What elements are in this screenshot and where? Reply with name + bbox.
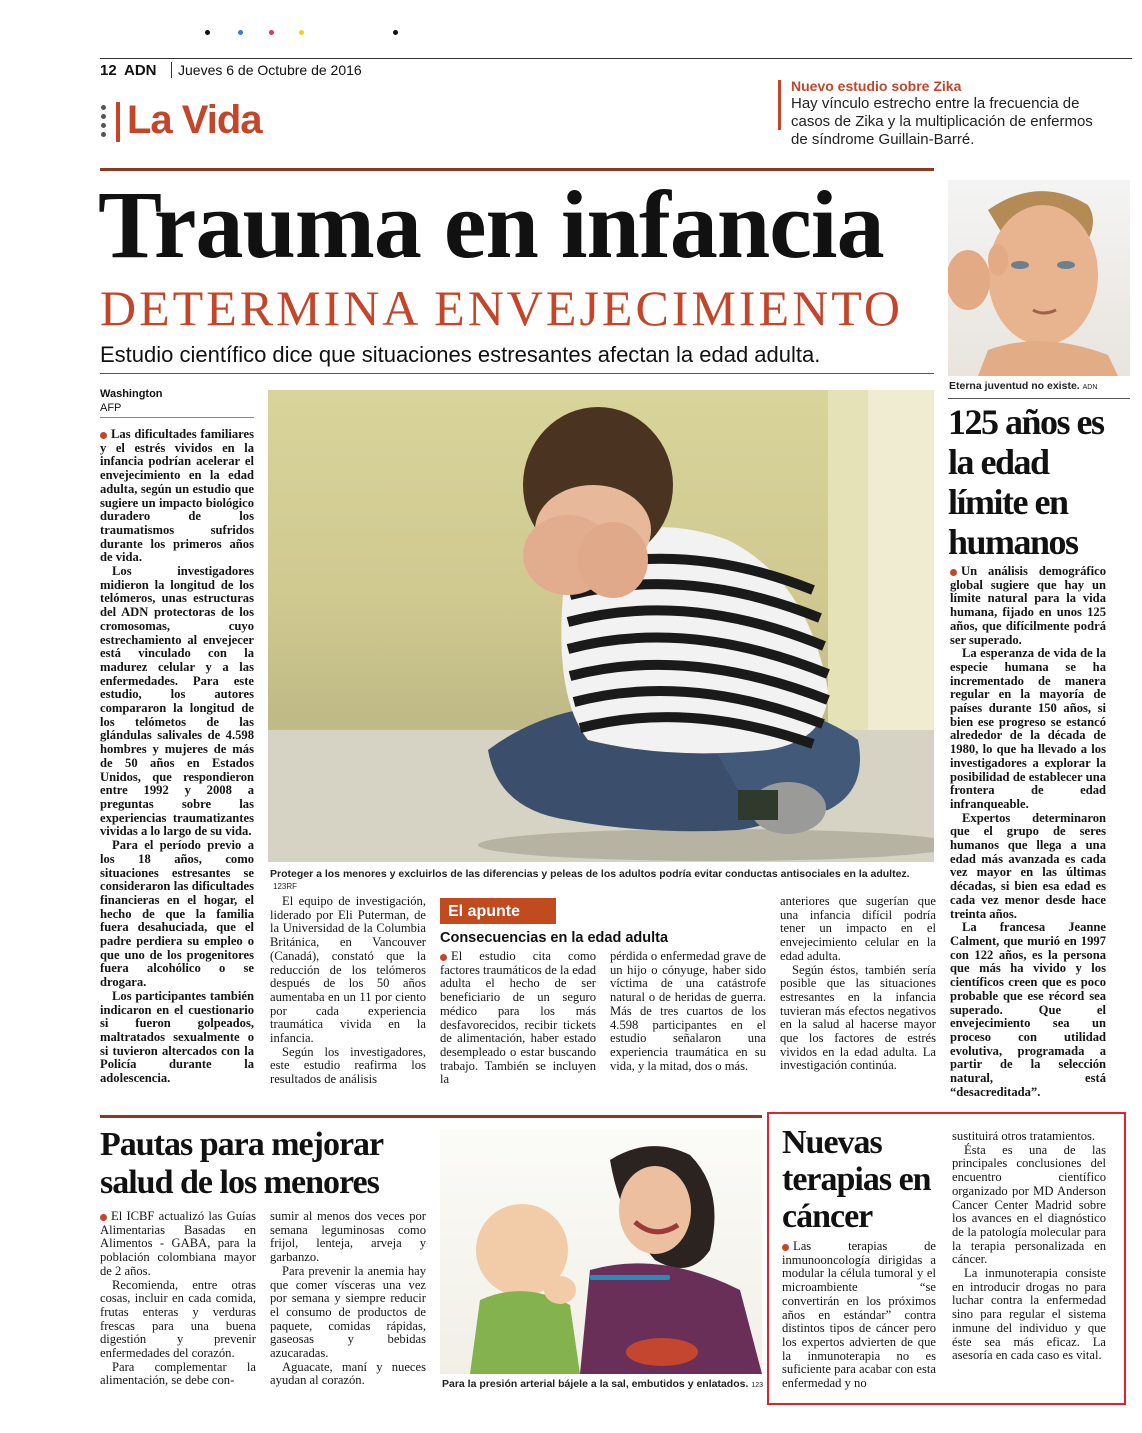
deck-rule <box>100 373 934 374</box>
main-deck: Estudio científico dice que situaciones estresantes afectan la edad adulta. <box>100 342 821 367</box>
main-article-column-2: El equipo de investigación, liderado por Eli Puterman, de la Universidad de la Columbia Británica, en Vancouver (Canadá), constató que la reducción de los telómeros después de los 50 años aumentaba en un 11 por ciento por cada experiencia traumática vivida en la infancia. Según los investigadores, este estudio reafirma los resultados de análisis <box>270 894 426 1087</box>
bullet-dot <box>440 954 447 961</box>
bottom-section-rule <box>100 1115 762 1118</box>
main-photo-caption: Proteger a los menores y excluirlos de las diferencias y peleas de los adultos podría evitar conductas antisociales en la adultez. 123RF <box>270 868 910 891</box>
pautas-column-2: sumir al menos dos veces por semana leguminosas como frijol, lenteja, arveja y garbanzo. Para prevenir la anemia hay que comer vísceras una vez por semana y siempre reducir el consumo de productos de paquete, comidas rápidas, gaseosas y bebidas azucaradas. Aguacate, maní y nueces ayudan al corazón. <box>270 1209 426 1388</box>
sidebar-photo-man-face <box>948 180 1130 376</box>
header-divider <box>171 62 172 78</box>
page-number: 12 <box>100 62 117 79</box>
section-dots <box>101 105 106 137</box>
sidebar-body: Un análisis demográfico global sugiere que hay un límite natural para la vida humana, fijado en unos 125 años, que difícilmente podrá ser superado. La esperanza de vida de la especie humana se ha incrementado de manera regular en la mayoría de países durante 150 años, si bien ese progreso se estancó alrededor de la década de 1980, lo que ha llevado a los investigadores a explorar la posibilidad de establecer una frontera de edad infranqueable. Expertos determinaron que el grupo de seres humanos que llega a una edad más avanzada es cada vez mayor en las últimas décadas, si bien esa edad es cada vez menor desde hace treinta años. La francesa Jeanne Calment, que murió en 1997 con 122 años, es la persona que más ha vivido y los científicos creen que es poco probable que ese récord sea superado. Que el envejecimiento sea un proceso con utilidad evolutiva, programada a partir de la selección natural, está “desacreditada”. <box>950 564 1106 1099</box>
apunte-label: El apunte <box>448 903 521 920</box>
apunte-title: Consecuencias en la edad adulta <box>440 930 669 946</box>
pautas-column-1: El ICBF actualizó las Guías Alimentarias Basadas en Alimentos - GABA, para la población colombiana mayor de 2 años. Recomienda, entre otras cosas, incluir en cada comida, frutas enteras y verduras frescas para una buena digestión y prevenir enfermedades del corazón. Para complementar la alimentación, se debe con- <box>100 1209 256 1388</box>
print-registration-marks <box>205 30 405 36</box>
bullet-dot <box>782 1244 789 1251</box>
bullet-dot <box>950 569 957 576</box>
teaser-kicker: Nuevo estudio sobre Zika <box>791 78 962 94</box>
issue-date: Jueves 6 de Octubre de 2016 <box>178 62 362 78</box>
sidebar-rule <box>948 398 1130 399</box>
teaser-text: Hay vínculo estrecho entre la frecuencia de casos de Zika y la multiplicación de enfermos de síndrome Guillain-Barré. <box>791 95 1093 148</box>
section-bar <box>116 102 120 142</box>
sidebar-headline: 125 años es la edad límite en humanos <box>948 402 1104 562</box>
main-subheadline: DETERMINA ENVEJECIMIENTO <box>100 280 903 336</box>
main-article-column-1: Las dificultades familiares y el estrés vividos en la infancia podrían acelerar el envejecimiento en la edad adulta, según un estudio que sugiere un impacto biológico duradero de los traumatismos sufridos durante los primeros años de vida. Los investigadores midieron la longitud de los telómeros, unas estructuras del ADN protectoras de los cromosomas, cuyo estrechamiento al envejecer está vinculado con la madurez celular y a las enfermedades. Para este estudio, los autores compararon la longitud de los telómetos de las glándulas salivales de 4.598 hombres y mujeres de más de 50 años en Estados Unidos, que respondieron entre 1992 y 2008 a preguntas sobre las experiencias traumatizantes vividas a lo largo de su vida. Para el período previo a los 18 años, como situaciones estresantes se consideraron las dificultades financieras en el hogar, el hecho de que la familia fuera desahuciada, que el padre perdiera su empleo o que uno de los progenitores fuera alcohólico o se drogara. Los participantes también indicaron en el cuestionario si fueron golpeados, maltratados sexualmente o si tuvieron altercados con la Policía durante la adolescencia. <box>100 427 254 1086</box>
apunte-column-b: pérdida o enfermedad grave de un hijo o cónyuge, haber sido víctima de una catástrofe natural o de heridas de guerra. Más de tres cuartos de los 4.598 participantes en el estudio señalaron una experiencia traumática en su vida, y la mitad, dos o más. <box>610 949 766 1073</box>
agency: AFP <box>100 402 122 414</box>
brand-logo: ADN <box>124 62 157 79</box>
terapias-column-1: Las terapias de inmunooncología dirigidas a modular la célula tumoral y el microambiente “se convertirán en los próximos años en estándar” contra distintos tipos de cáncer pero los expertos advierten de que la inmunoterapia no es suficiente para acabar con esta enfermedad y no <box>782 1239 936 1391</box>
pautas-headline: Pautas para mejorar salud de los menores <box>100 1126 383 1201</box>
teaser-bar <box>778 80 781 130</box>
bullet-dot <box>100 1214 107 1221</box>
sidebar-photo-caption: Eterna juventud no existe. ADN <box>949 380 1098 392</box>
terapias-headline: Nuevas terapias en cáncer <box>782 1124 931 1235</box>
dateline: Washington <box>100 388 163 400</box>
main-article-column-4: anteriores que sugerían que una infancia difícil podría tener un impacto en el envejecimiento celular en la edad adulta. Según éstos, también sería posible que las situaciones estresantes en la infancia tuvieran más efectos negativos en la salud al hacerse mayor que los factores de estrés vividos en la edad adulta. La investigación continúa. <box>780 894 936 1073</box>
pautas-photo-caption: Para la presión arterial bájele a la sal, embutidos y enlatados. 123 <box>442 1378 763 1390</box>
section-title: La Vida <box>127 98 262 142</box>
terapias-column-2: sustituirá otros tratamientos. Ésta es una de las principales conclusiones del encuentro científico organizado por MD Anderson Cancer Center Madrid sobre los avances en el diagnóstico de la patología molecular para la terapia personalizada en cáncer. La inmunoterapia consiste en introducir drogas no para luchar contra la enfermedad sino para regular el sistema inmune del individuo y que éste sea más eficaz. La asesoría en cada caso es vital. <box>952 1129 1106 1363</box>
bullet-dot <box>100 432 107 439</box>
dateline-rule <box>100 417 254 418</box>
main-headline: Trauma en infancia <box>98 171 884 278</box>
pautas-photo-mother-feeding-baby <box>440 1130 762 1374</box>
main-photo-sad-child <box>268 390 934 862</box>
apunte-column-a: El estudio cita como factores traumáticos de la edad adulta el hecho de ser beneficiario de un seguro médico para los más desfavorecidos, recibir tickets de alimentación, haber estado desempleado o estar buscando trabajo. También se incluyen la <box>440 949 596 1087</box>
header-top-rule <box>100 58 1132 59</box>
